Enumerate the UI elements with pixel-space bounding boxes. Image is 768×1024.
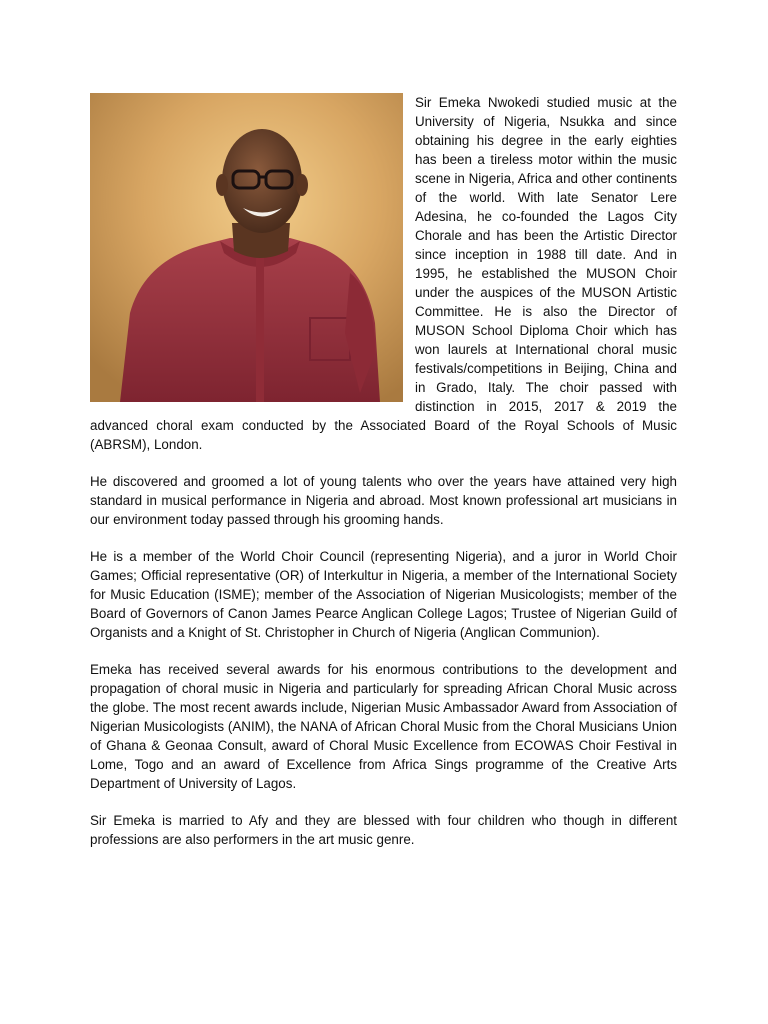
paragraph-family: Sir Emeka is married to Afy and they are blessed with four children who though in different professions are also performers in the art music genre. — [90, 813, 677, 847]
document-body — [90, 93, 677, 867]
paragraph-memberships: He is a member of the World Choir Council (representing Nigeria), and a juror in World Choir Games; Official representative (OR) of Interkultur in Nigeria, a member of the International Society for Music Education (ISME); member of the Association of Nigerian Musicologists; member of the Board of Governors of Canon James Pearce Anglican College Lagos; Trustee of Nigerian Guild of Organists and a Knight of St. Christopher in Church of Nigeria (Anglican Communion). — [90, 549, 677, 640]
paragraph-intro: Sir Emeka Nwokedi studied music at the University of Nigeria, Nsukka and since obtaining his degree in the early eighties has been a tireless motor within the music scene in Nigeria, Africa and other continents of the world. With late Senator Lere Adesina, he co-founded the Lagos City Chorale and has been the Artistic Director since inception in 1988 till date. And in 1995, he established the MUSON Choir under the auspices of the MUSON Artistic Committee. He is also the Director of MUSON School Diploma Choir which has won laurels at International choral music festivals/competitions in Beijing, China and in Grado, Italy. The choir passed with distinction in 2015, 2017 & 2019 the advanced choral exam conducted by the Associated Board of the Royal Schools of Music (ABRSM), London. — [90, 95, 678, 452]
paragraph-talents: He discovered and groomed a lot of young talents who over the years have attained very high standard in musical performance in Nigeria and abroad. Most known professional art musicians in our environment today passed through his grooming hands. — [90, 474, 677, 527]
portrait-illustration — [90, 93, 403, 402]
portrait-photo — [90, 93, 403, 402]
paragraph-awards: Emeka has received several awards for his enormous contributions to the development and propagation of choral music in Nigeria and particularly for spreading African Choral Music across the globe. The most recent awards include, Nigerian Music Ambassador Award from Association of Nigerian Musicologists (ANIM), the NANA of African Choral Music from the Choral Musicians Union of Ghana & Geonaa Consult, award of Choral Music Excellence from ECOWAS Choir Festival in Lome, Togo and an award of Excellence from Africa Sings programme of the Creative Arts Department of University of Lagos. — [90, 662, 677, 791]
